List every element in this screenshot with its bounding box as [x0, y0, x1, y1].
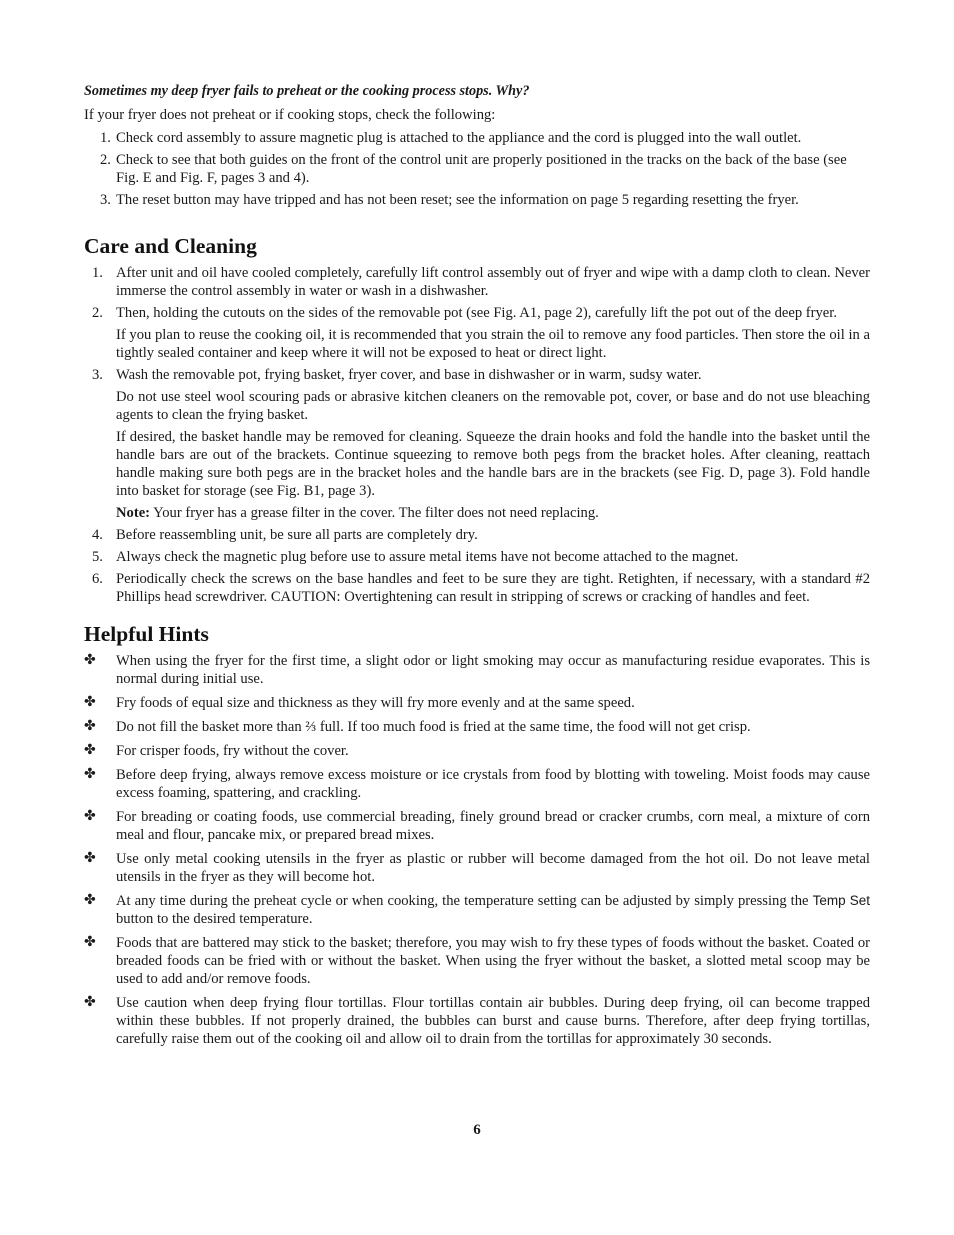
item-text: Foods that are battered may stick to the basket; therefore, you may wish to fry these types of foods without the basket. Coated or breaded foods can be fried with or without the basket. When using the fryer without the basket, a slotted metal scoop may be used to add and/or remove foods. [116, 935, 870, 987]
item-subparagraph: Do not use steel wool scouring pads or abrasive kitchen cleaners on the removable pot, cover, or base and do not use bleaching agents to clean the frying basket. [116, 389, 870, 423]
list-item [84, 526, 870, 544]
item-number: 2. [92, 305, 103, 321]
bullet-icon: ✤ [84, 743, 96, 758]
item-text: Then, holding the cutouts on the sides of the removable pot (see Fig. A1, page 2), carefully lift the pot out of the deep fryer. [116, 305, 837, 321]
bullet-icon: ✤ [84, 767, 96, 782]
item-text: After unit and oil have cooled completely, carefully lift control assembly out of fryer and wipe with a damp cloth to clean. Never immerse the control assembly in water or wash in a dishwasher. [116, 265, 870, 299]
bullet-icon: ✤ [84, 809, 96, 824]
document-page [84, 82, 870, 1054]
item-text: Use caution when deep frying flour tortillas. Flour tortillas contain air bubbles. During deep frying, oil can become trapped within these bubbles. If not properly drained, the bubbles can burst and cause burns. Therefore, after deep frying tortillas, carefully raise them out of the cooking oil and allow oil to drain from the tortillas for approximately 30 seconds. [116, 995, 870, 1047]
list-item [84, 718, 870, 736]
item-text: At any time during the preheat cycle or when cooking, the temperature setting can be adjusted by simply pressing the [116, 893, 813, 909]
item-text: Check cord assembly to assure magnetic plug is attached to the appliance and the cord is plugged into the wall outlet. [116, 130, 802, 146]
hints-list [84, 652, 870, 1048]
item-text: For breading or coating foods, use commercial breading, finely ground bread or cracker crumbs, corn meal, a mixture of corn meal and flour, pancake mix, or prepared bread mixes. [116, 809, 870, 843]
bullet-icon: ✤ [84, 935, 96, 950]
item-text: For crisper foods, fry without the cover. [116, 743, 349, 759]
list-item [84, 694, 870, 712]
list-item [84, 366, 870, 522]
item-text: The reset button may have tripped and has not been reset; see the information on page 5 regarding resetting the fryer. [116, 192, 799, 208]
item-text: Fry foods of equal size and thickness as they will fry more evenly and at the same speed. [116, 695, 635, 711]
faq-question: Sometimes my deep fryer fails to preheat or the cooking process stops. Why? [84, 83, 530, 99]
bullet-icon: ✤ [84, 653, 96, 668]
item-text: Periodically check the screws on the base handles and feet to be sure they are tight. Retighten, if necessary, with a standard #2 Phillips head screwdriver. CAUTION: Overtightening can result in stripping of screws or cracking of handles and feet. [116, 571, 870, 605]
item-text: Check to see that both guides on the front of the control unit are properly positioned in the tracks on the back of the base (see Fig. E and Fig. F, pages 3 and 4). [116, 152, 847, 186]
list-item [84, 892, 870, 928]
list-item [100, 191, 870, 209]
care-heading: Care and Cleaning [84, 234, 257, 258]
list-item [100, 151, 870, 187]
item-text: Before reassembling unit, be sure all parts are completely dry. [116, 527, 478, 543]
item-text: Before deep frying, always remove excess moisture or ice crystals from food by blotting with toweling. Moist foods may cause excess foaming, spattering, and crackling. [116, 767, 870, 801]
item-text: Always check the magnetic plug before use to assure metal items have not become attached to the magnet. [116, 549, 739, 565]
item-number: 2. [100, 152, 111, 168]
list-item [84, 548, 870, 566]
item-text: When using the fryer for the first time, a slight odor or light smoking may occur as manufacturing residue evaporates. This is normal during initial use. [116, 653, 870, 687]
list-item [84, 934, 870, 988]
note-text: Your fryer has a grease filter in the cover. The filter does not need replacing. [150, 505, 599, 521]
item-number: 4. [92, 527, 103, 543]
bullet-icon: ✤ [84, 995, 96, 1010]
list-item [84, 808, 870, 844]
bullet-icon: ✤ [84, 695, 96, 710]
note-label: Note: [116, 505, 151, 521]
faq-intro: If your fryer does not preheat or if cooking stops, check the following: [84, 107, 496, 123]
list-item [84, 766, 870, 802]
list-item [84, 264, 870, 300]
list-item [84, 570, 870, 606]
bullet-icon: ✤ [84, 851, 96, 866]
list-item [84, 850, 870, 886]
temp-set-label: Temp Set [812, 893, 871, 908]
item-subparagraph: If you plan to reuse the cooking oil, it is recommended that you strain the oil to remove any food particles. Then store the oil in a tightly sealed container and keep where it will not be exposed to heat or direct light. [116, 327, 870, 361]
item-text: Use only metal cooking utensils in the fryer as plastic or rubber will become damaged from the hot oil. Do not leave metal utensils in the fryer as they will become hot. [116, 851, 870, 885]
list-item [84, 652, 870, 688]
item-number: 3. [92, 367, 103, 383]
bullet-icon: ✤ [84, 893, 96, 908]
troubleshooting-list [84, 129, 870, 209]
item-text: Wash the removable pot, frying basket, fryer cover, and base in dishwasher or in warm, sudsy water. [116, 367, 702, 383]
item-number: 1. [100, 130, 111, 146]
item-text: Do not fill the basket more than ⅔ full. If too much food is fried at the same time, the food will not get crisp. [116, 719, 751, 735]
item-number: 1. [92, 265, 103, 281]
note-paragraph [116, 504, 870, 522]
item-number: 3. [100, 192, 111, 208]
bullet-icon: ✤ [84, 719, 96, 734]
list-item [84, 742, 870, 760]
list-item [84, 994, 870, 1048]
item-text: button to the desired temperature. [116, 911, 313, 927]
hints-heading: Helpful Hints [84, 622, 209, 646]
list-item [84, 304, 870, 362]
page-number: 6 [473, 1122, 481, 1138]
care-list [84, 264, 870, 606]
item-subparagraph: If desired, the basket handle may be removed for cleaning. Squeeze the drain hooks and fold the handle into the basket until the handle bars are out of the brackets. Continue squeezing to remove both pegs from the bracket holes. After cleaning, reattach handle making sure both pegs are in the bracket holes and the handle bars are in the brackets (see Fig. D, page 3). Fold handle into basket for storage (see Fig. B1, page 3). [116, 429, 870, 499]
item-number: 6. [92, 571, 103, 587]
list-item [100, 129, 870, 147]
item-number: 5. [92, 549, 103, 565]
